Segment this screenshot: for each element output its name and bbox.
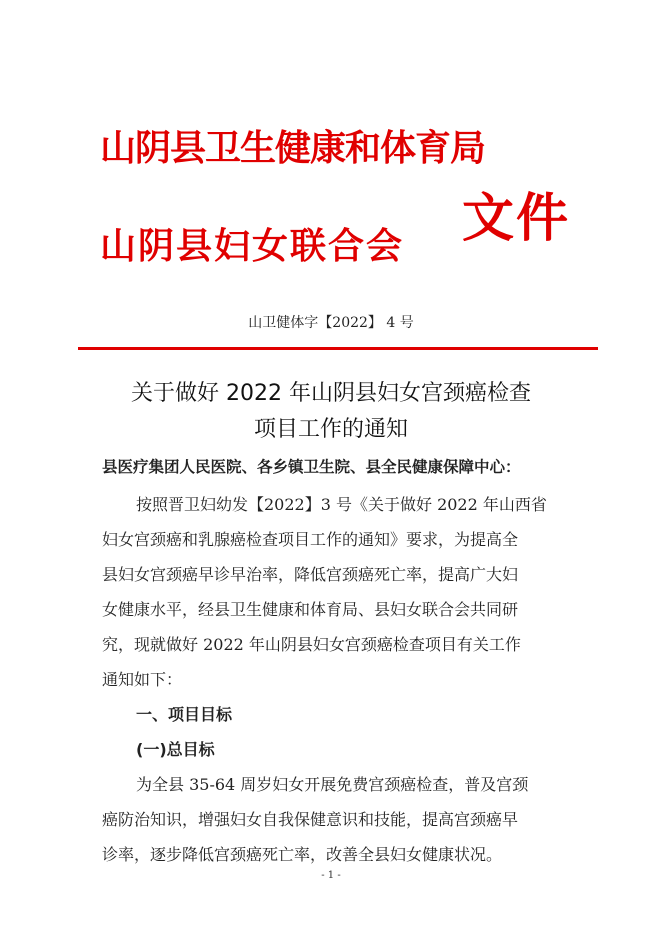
red-divider-rule xyxy=(78,347,598,350)
paragraph-1-line: 女健康水平，经县卫生健康和体育局、县妇女联合会共同研 xyxy=(102,600,519,619)
paragraph-1-line: 通知如下： xyxy=(102,670,183,689)
paragraph-1-line: 妇女宫颈癌和乳腺癌检查项目工作的通知》要求，为提高全 xyxy=(102,530,519,549)
section-heading-1: 一、项目目标 xyxy=(136,705,233,724)
paragraph-2-line: 诊率，逐步降低宫颈癌死亡率，改善全县妇女健康状况。 xyxy=(102,845,503,864)
issuer-1-name: 山阴县卫生健康和体育局 xyxy=(100,128,486,169)
paragraph-1-line: 按照晋卫妇幼发【2022】3 号《关于做好 2022 年山西省 xyxy=(136,495,547,514)
document-title-line-1: 关于做好 2022 年山阴县妇女宫颈癌检查 xyxy=(131,381,531,406)
issuer-2-name: 山阴县妇女联合会 xyxy=(100,226,405,267)
paragraph-1-line: 县妇女宫颈癌早诊早治率，降低宫颈癌死亡率，提高广大妇 xyxy=(102,565,519,584)
document-title-line-2: 项目工作的通知 xyxy=(253,417,408,442)
document-number: 山卫健体字【2022】 4 号 xyxy=(248,315,414,331)
page-number: - 1 - xyxy=(321,870,341,881)
subsection-heading-1: (一)总目标 xyxy=(136,740,215,759)
addressee: 县医疗集团人民医院、各乡镇卫生院、县全民健康保障中心： xyxy=(102,458,521,476)
document-word: 文件 xyxy=(462,189,571,249)
paragraph-2-line: 癌防治知识，增强妇女自我保健意识和技能，提高宫颈癌早 xyxy=(102,810,519,829)
paragraph-2-line: 为全县 35-64 周岁妇女开展免费宫颈癌检查，普及宫颈 xyxy=(136,775,529,794)
paragraph-1-line: 究，现就做好 2022 年山阴县妇女宫颈癌检查项目有关工作 xyxy=(102,635,521,654)
